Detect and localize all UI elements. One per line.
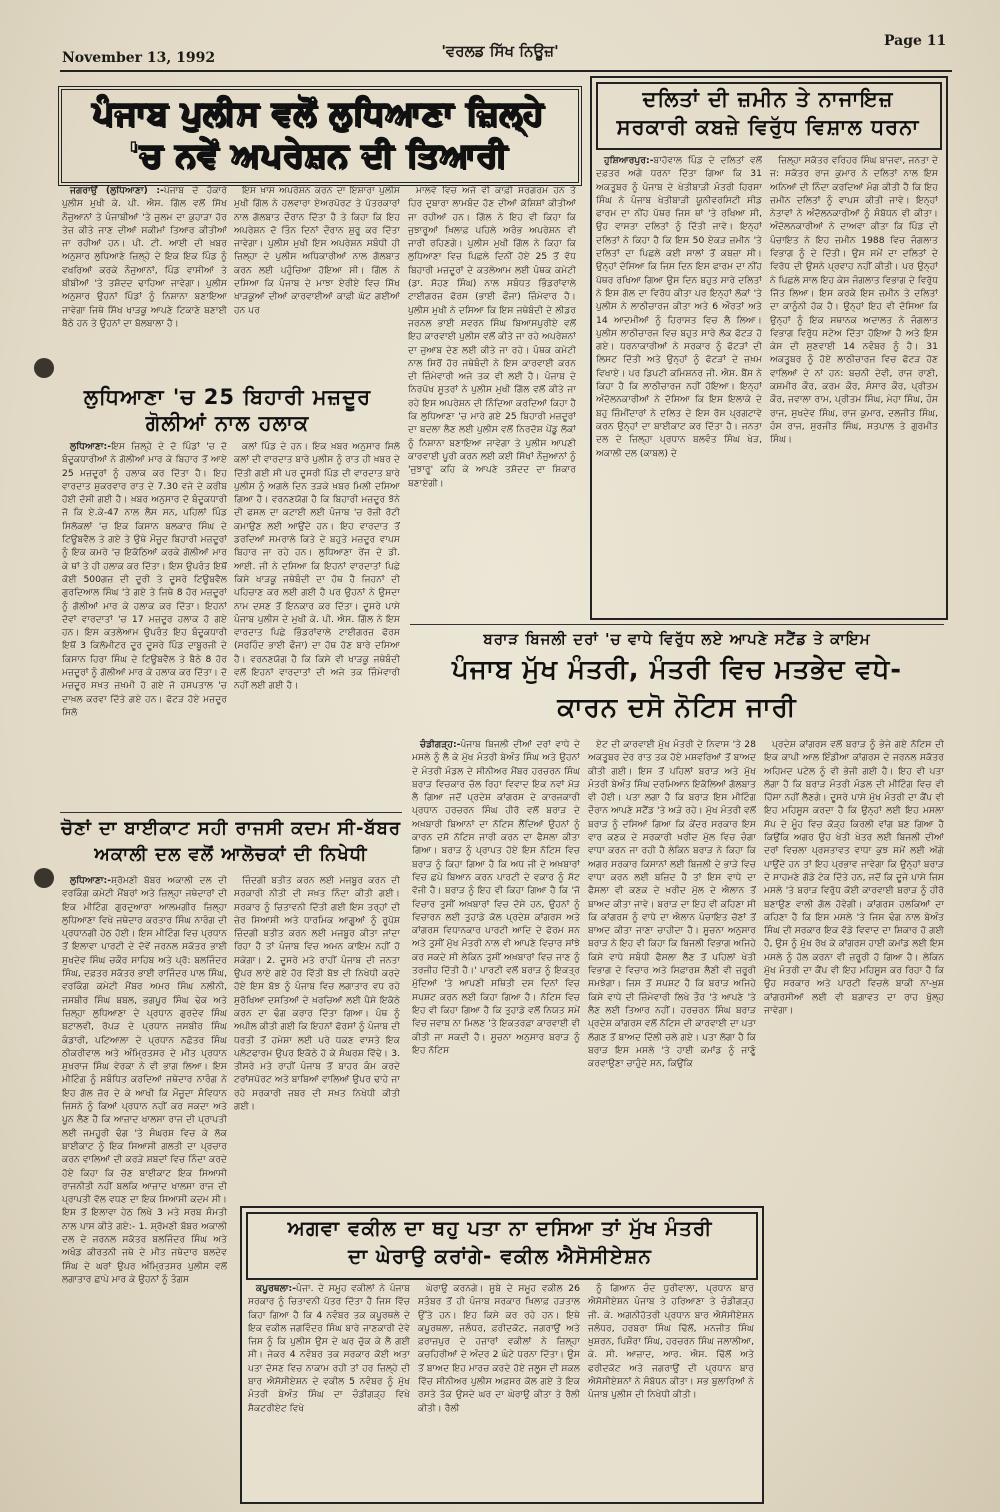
- lawyers-dateline: ਕਪੂਰਥਲਾ:-: [256, 1283, 297, 1294]
- ministers-dateline: ਚੰਡੀਗੜ੍ਹ:-: [420, 739, 461, 750]
- ministers-kicker: ਬਰਾੜ ਬਿਜਲੀ ਦਰਾਂ 'ਚ ਵਾਧੇ ਵਿਰੁੱਧ ਲਏ ਆਪਣੇ ਸਟੈਂਡ ਤੇ ਕਾਇਮ: [483, 630, 871, 648]
- boycott-headline-line2: ਅਕਾਲੀ ਦਲ ਵਲੋਂ ਆਲੋਚਕਾਂ ਦੀ ਨਿਖੇਧੀ: [94, 844, 368, 865]
- ministers-headline-line1: ਪੰਜਾਬ ਮੁੱਖ ਮੰਤਰੀ, ਮੰਤਰੀ ਵਿਚ ਮਤਭੇਦ ਵਧੇ-: [451, 655, 903, 685]
- section-rule-ministers: [410, 624, 944, 625]
- lawyers-headline-line1: ਅਗਵਾ ਵਕੀਲ ਦਾ ਥਹੁ ਪਤਾ ਨਾ ਦਸਿਆ ਤਾਂ ਮੁੱਖ ਮੰਤਰੀ: [287, 1216, 713, 1240]
- lawyers-col-2: [418, 1282, 580, 1494]
- ministers-text-1: ਪੰਜਾਬ ਬਿਜਲੀ ਦੀਆਂ ਦਰਾਂ ਵਾਧੇ ਦੇ ਮਸਲੇ ਨੂੰ ਲੈ ਕੇ ਮੁੱਖ ਮੰਤਰੀ ਬੇਅੰਤ ਸਿੰਘ ਅਤੇ ਉਹਨਾਂ ਦੇ ਮੰਤਰੀ ਮੰਡਲ ਦੇ ਸੀਨੀਅਰ ਮੈਂਬਰ ਹਰਚਰਨ ਸਿੰਘ ਬਰਾੜ ਵਿਚਕਾਰ ਚੱਲ ਰਿਹਾ ਵਿਵਾਦ ਇਕ ਨਵਾਂ ਮੋੜ ਲੈ ਗਿਆ ਜਦੋਂ ਪ੍ਰਦੇਸ਼ ਕਾਂਗਰਸ ਦੇ ਕਾਰਜਕਾਰੀ ਪ੍ਰਧਾਨ ਹਰਚਰਨ ਸਿੰਘ ਹੀਰੋ ਵਲੋਂ ਬਰਾੜ ਦੇ ਅਖ਼ਬਾਰੀ ਬਿਆਨਾਂ ਦਾ ਨੋਟਿਸ ਲੈਂਦਿਆਂ ਉਹਨਾਂ ਨੂੰ ਕਾਰਨ ਦਸੋ ਨੋਟਿਸ ਜਾਰੀ ਕਰਨ ਦਾ ਫੈਸਲਾ ਕੀਤਾ ਗਿਆ। ਬਰਾੜ ਨੂੰ ਪ੍ਰਾਪਤ ਹੋਏ ਇਸ ਨੋਟਿਸ ਵਿਚ ਬਰਾੜ ਨੂੰ ਕਿਹਾ ਗਿਆ ਹੈ ਕਿ ਅਧ ਜੀ ਦੇ ਅਖ਼ਬਾਰਾਂ ਵਿਚ ਛਪੇ ਬਿਆਨ ਕਰਨ ਪਾਰਟੀ ਦੇ ਵਕਾਰ ਨੂੰ ਸੱਟ ਵੱਜੀ ਹੈ। ਬਰਾੜ ਨੂੰ ਇਹ ਵੀ ਕਿਹਾ ਗਿਆ ਹੈ ਕਿ 'ਜੋ ਵਿਚਾਰ ਤੁਸੀਂ ਅਖ਼ਬਾਰਾਂ ਵਿਚ ਦੱਸੇ ਹਨ, ਉਹਨਾਂ ਨੂੰ ਵਿਚਾਰਨ ਲਈ ਤੁਹਾਡੇ ਕੋਲ ਪ੍ਰਦੇਸ਼ ਕਾਂਗਰਸ ਅਤੇ ਕਾਂਗਰਸ ਵਿਧਾਨਕਾਰ ਪਾਰਟੀ ਆਦਿ ਦੇ ਫੋਰਮ ਸਨ ਅਤੇ ਤੁਸੀਂ ਮੁੱਖ ਮੰਤਰੀ ਨਾਲ ਵੀ ਆਪਣੇ ਵਿਚਾਰ ਸਾਂਝੇ ਕਰ ਸਕਦੇ ਸੀ ਲੇਕਿਨ ਤੁਸੀਂ ਅਖ਼ਬਾਰਾਂ ਵਿਚ ਜਾਣ ਨੂੰ ਤਰਜੀਹ ਦਿੱਤੀ ਹੈ।' ਪਾਰਟੀ ਵਲੋਂ ਬਰਾੜ ਨੂੰ ਇਕਤ੍ਰ ਮੁੱਦਿਆਂ 'ਤੇ ਆਪਣੀ ਸਥਿਤੀ ਦਸ ਦਿਨਾਂ ਵਿਚ ਸਪਸ਼ਟ ਕਰਨ ਲਈ ਕਿਹਾ ਗਿਆ ਹੈ। ਨੋਟਿਸ ਵਿਚ ਇਹ ਵੀ ਕਿਹਾ ਗਿਆ ਹੈ ਕਿ ਤੁਹਾਡੇ ਵਲੋਂ ਨਿਯਤ ਸਮੇਂ ਵਿਚ ਜਵਾਬ ਨਾ ਮਿਲਣ 'ਤੇ ਇਕਤਰਫ਼ਾ ਕਾਰਵਾਈ ਵੀ ਕੀਤੀ ਜਾ ਸਕਦੀ ਹੈ। ਸੂਚਨਾ ਅਨੁਸਾਰ ਬਰਾੜ ਨੂੰ ਇਹ ਨੋਟਿਸ: [412, 739, 580, 1056]
- dalit-col-2: [770, 154, 938, 610]
- police-col-2: [234, 184, 400, 484]
- police-text-2: ਇਸ ਖ਼ਾਸ ਅਪਰੇਸ਼ਨ ਕਰਨ ਦਾ ਇਸ਼ਾਰਾ ਪੁਲੀਸ ਮੁਖੀ ਗਿੱਲ ਨੇ ਹਲਵਾਰਾ ਏਅਰਪੋਰਟ ਤੇ ਪੱਤਰਕਾਰਾਂ ਨਾਲ ਗੱਲਬਾਤ ਦੌਰਾਨ ਦਿੱਤਾ ਹੈ ਤੇ ਕਿਹਾ ਕਿ ਇਹ ਅਪਰੇਸ਼ਨ ਦੋ ਤਿੰਨ ਦਿਨਾਂ ਦੌਰਾਨ ਸ਼ੁਰੂ ਕਰ ਦਿੱਤਾ ਜਾਵੇਗਾ। ਪੁਲੀਸ ਮੁਖੀ ਇਸ ਅਪਰੇਸ਼ਨ ਸਬੰਧੀ ਹੀ ਜ਼ਿਲ੍ਹਾ ਦੇ ਪੁਲੀਸ ਅਧਿਕਾਰੀਆਂ ਨਾਲ ਗੱਲਬਾਤ ਕਰਨ ਲਈ ਪਹੁੰਚਿਆ ਹੋਇਆ ਸੀ। ਗਿੱਲ ਨੇ ਦਸਿਆ ਕਿ ਪੰਜਾਬ ਦੇ ਮਾਝਾ ਏਰੀਏ ਵਿਚ ਸਿੱਖ ਖਾੜਕੂਆਂ ਦੀਆਂ ਕਾਰਵਾਈਆਂ ਕਾਫ਼ੀ ਘੱਟ ਗਈਆਂ ਹਨ ਪਰ: [234, 185, 400, 316]
- boycott-headline-line1: ਚੋਣਾਂ ਦਾ ਬਾਈਕਾਟ ਸਹੀ ਰਾਜਸੀ ਕਦਮ ਸੀ-ਬੱਬਰ: [60, 818, 402, 839]
- bihari-text-1: ਇਸ ਜ਼ਿਲ੍ਹੇ ਦੇ ਦੋ ਪਿੰਡਾਂ 'ਚ ਦੋ ਬੰਦੂਕਧਾਰੀਆਂ ਨੇ ਗੋਲੀਆਂ ਮਾਰ ਕੇ ਬਿਹਾਰ ਤੋਂ ਆਏ 25 ਮਜ਼ਦੂਰਾਂ ਨੂੰ ਹਲਾਕ ਕਰ ਦਿੱਤਾ ਹੈ। ਇਹ ਵਾਰਦਾਤ ਸ਼ੁਕਰਵਾਰ ਰਾਤ ਦੇ 7.30 ਵਜੇ ਦੇ ਕਰੀਬ ਹੋਈ ਦੱਸੀ ਗਈ ਹੈ। ਖ਼ਬਰ ਅਨੁਸਾਰ ਦੋ ਬੰਦੂਕਧਾਰੀ ਜੋ ਕਿ ਏ.ਕੇ-47 ਨਾਲ ਲੈਸ ਸਨ, ਪਹਿਲਾਂ ਪਿੰਡ ਸਿਲੋਕਲਾਂ 'ਚ ਇਕ ਕਿਸਾਨ ਬਲਕਾਰ ਸਿੰਘ ਦੇ ਟਿਊਬਵੈਲ ਤੇ ਗਏ ਤੇ ਉਥੇ ਮੌਜੂਦ ਬਿਹਾਰੀ ਮਜ਼ਦੂਰਾਂ ਨੂੰ ਇਕ ਕਮਰੇ 'ਚ ਇਕੱਠਿਆਂ ਕਰਕੇ ਗੋਲੀਆਂ ਮਾਰ ਕੇ ਥਾਂ ਤੇ ਹੀ ਹਲਾਕ ਕਰ ਦਿੱਤਾ। ਇਸ ਉਪਰੰਤ ਇਥੋਂ ਕੋਈ 500ਗਜ਼ ਦੀ ਦੂਰੀ ਤੇ ਦੂਸਰੇ ਟਿਊਬਵੈਲ ਗੁਰਦਿਆਲ ਸਿੰਘ 'ਤੇ ਗਏ ਤੇ ਜਿਥੇ 8 ਹੋਰ ਮਜ਼ਦੂਰਾਂ ਨੂੰ ਗੋਲੀਆਂ ਮਾਰ ਕੇ ਹਲਾਕ ਕਰ ਦਿੱਤਾ। ਇਹਨਾਂ ਦੋਵਾਂ ਵਾਰਦਾਤਾਂ 'ਚ 17 ਮਜ਼ਦੂਰ ਹਲਾਕ ਹੋ ਗਏ ਹਨ। ਇਸ ਕਤਲੇਆਮ ਉਪਰੰਤ ਇਹ ਬੰਦੂਕਧਾਰੀ ਇਥੋਂ 3 ਕਿਲੋਮੀਟਰ ਦੂਰ ਦੂਸਰੇ ਪਿੰਡ ਦਾਬੂਰਜੀ ਦੇ ਕਿਸਾਨ ਹਿਰਾ ਸਿੰਘ ਦੇ ਟਿਊਬਵੈਲ ਤੇ ਬੈਠੇ 8 ਹੋਰ ਮਜ਼ਦੂਰਾਂ ਨੂੰ ਗੋਲੀਆਂ ਮਾਰ ਕੇ ਹਲਾਕ ਕਰ ਦਿੱਤਾ। ਦੋ ਮਜ਼ਦੂਰ ਸਖ਼ਤ ਜ਼ਖ਼ਮੀ ਹੋ ਗਏ ਜੋ ਹਸਪਤਾਲ 'ਚ ਦਾਖ਼ਲ ਕਰਵਾ ਦਿੱਤੇ ਗਏ ਹਨ। ਫੱਟੜ ਹੋਏ ਮਜ਼ਦੂਰ ਸਿਲੋ: [62, 441, 227, 718]
- boycott-text-1: ਸ਼੍ਰੋਮਣੀ ਬੱਬਰ ਅਕਾਲੀ ਦਲ ਦੀ ਵਰਕਿੰਗ ਕਮੇਟੀ ਮੈਂਬਰਾਂ ਅਤੇ ਜ਼ਿਲ੍ਹਾ ਜਥੇਦਾਰਾਂ ਦੀ ਇਕ ਮੀਟਿੰਗ ਗੁਰਦੁਆਰਾ ਆਲਮਗੀਰ ਜ਼ਿਲ੍ਹਾ ਲੁਧਿਆਣਾ ਵਿਖੇ ਜਥੇਦਾਰ ਕਰਤਾਰ ਸਿੰਘ ਨਾਰੰਗ ਦੀ ਪ੍ਰਧਾਨਗੀ ਹੇਠ ਹੋਈ। ਇਸ ਮੀਟਿੰਗ ਵਿਚ ਪ੍ਰਧਾਨ ਤੋਂ ਇਲਾਵਾ ਪਾਰਟੀ ਦੇ ਦੋਵੇਂ ਜਰਨਲ ਸਕੱਤਰ ਭਾਈ ਸੁਖਦੇਵ ਸਿੰਘ ਚਕੌਰ ਸਾਹਿਬ ਅਤੇ ਪ੍ਰੋ: ਬਲਜਿੰਦਰ ਸਿੰਘ, ਦਫ਼ਤਰ ਸਕੱਤਰ ਭਾਈ ਰਾਜਿੰਦਰ ਪਾਲ ਸਿੰਘ, ਵਰਕਿੰਗ ਕਮੇਟੀ ਮੈਂਬਰ ਅਮਰ ਸਿੰਘ ਨਲੀਨੀ, ਜਸਬੀਰ ਸਿੰਘ ਬਬਲ, ਭਗਪੂਰ ਸਿੰਘ ਢੇਕ ਅਤੇ ਜ਼ਿਲ੍ਹਾ ਲੁਧਿਆਣਾ ਦੇ ਪ੍ਰਧਾਨ ਗੁਰਦੇਵ ਸਿੰਘ ਬਟਾਲਵੀ, ਰੋਪੜ ਦੇ ਪ੍ਰਧਾਨ ਜਸਬੀਰ ਸਿੰਘ ਕੰਡਾਰੀ, ਪਟਿਆਲਾ ਦੇ ਪ੍ਰਧਾਨ ਨਛੱਤਰ ਸਿੰਘ ਠੀਕਰੀਵਾਲ ਅਤੇ ਅੰਮ੍ਰਿਤਸਰ ਦੇ ਮੀਤ ਪ੍ਰਧਾਨ ਸੁਖਰਾਜ ਸਿੰਘ ਵੇਰਕਾ ਨੇ ਵੀ ਭਾਗ ਲਿਆ। ਇਸ ਮੀਟਿੰਗ ਨੂੰ ਸਬੰਧਿਤ ਕਰਦਿਆਂ ਜਥੇਦਾਰ ਨਾਰੰਗ ਨੇ ਇਹ ਗੱਲ ਜ਼ੋਰ ਦੇ ਕੇ ਆਖੀ ਕਿ ਮੌਜੂਦਾ ਸੰਵਿਧਾਨ ਜਿਸਨੇ ਨੂੰ ਕਿਆਂ ਪ੍ਰਧਾਨ ਨਹੀਂ ਕਰ ਸਕਦਾ ਅਤੇ ਪੂਨ ਲੈਣ ਹੈ ਕਿ ਆਜ਼ਾਦ ਖਾਲਸਾ ਰਾਜ ਦੀ ਪ੍ਰਾਪਤੀ ਲਈ ਜਮਹੂਰੀ ਢੰਗ 'ਤੇ ਸੰਘਰਸ਼ ਵਿਚ ਕੇ ਲੋਕ ਬਾਈਕਾਟ ਨੂੰ ਇਕ ਸਿਆਸੀ ਗਲਤੀ ਦਾ ਪ੍ਰਚਾਰ ਕਰਨ ਵਾਲਿਆਂ ਦੀ ਕਰੜੇ ਸ਼ਬਦਾਂ ਵਿਚ ਨਿੰਦਾ ਕਰਦੇ ਹੋਏ ਕਿਹਾ ਕਿ ਚੋਣ ਬਾਈਕਾਟ ਇਕ ਸਿਆਸੀ ਰਾਜਨੀਤੀ ਨਹੀਂ ਬਲਕਿ ਆਜ਼ਾਦ ਖਾਲਸਾ ਰਾਜ ਦੀ ਪ੍ਰਾਪਤੀ ਵੱਲ ਵਧਣ ਦਾ ਇਕ ਸਿਆਸੀ ਕਦਮ ਸੀ। ਇਸ ਤੋਂ ਇਲਾਵਾ ਹੇਠ ਲਿਖੇ 3 ਮਤੇ ਸਰਬ ਸੰਮਤੀ ਨਾਲ ਪਾਸ ਕੀਤੇ ਗਏ:- 1. ਸ਼੍ਰੋਮਣੀ ਬੱਬਰ ਅਕਾਲੀ ਦਲ ਦੇ ਜਰਨਲ ਸਕੱਤਰ ਬਲਜਿੰਦਰ ਸਿੰਘ ਅਤੇ ਅਖੰਡ ਕੀਰਤਨੀ ਜਥੇ ਦੇ ਮੀਤ ਜਥੇਦਾਰ ਬਲਦੇਵ ਸਿੰਘ ਦੇ ਘਰਾਂ ਉਪਰ ਅੰਮ੍ਰਿਤਸਰ ਪੁਲੀਸ ਵਲੋਂ ਲਗਾਤਾਰ ਛਾਪੇ ਮਾਰ ਕੇ ਉਹਨਾਂ ਨੂੰ ਤੰਗਸ: [62, 875, 227, 1285]
- lawyers-text-1: ਪੰਜਾ. ਦੇ ਸਮੂਹ ਵਕੀਲਾਂ ਨੇ ਪੰਜਾਬ ਸਰਕਾਰ ਨੂੰ ਚਿਤਾਵਨੀ ਪੱਤਰ ਦਿੱਤਾ ਹੈ ਜਿਸ ਵਿੱਚ ਕਿਹਾ ਗਿਆ ਹੈ ਕਿ 4 ਨਵੰਬਰ ਤਕ ਕਪੂਰਥਲੇ ਦੇ ਇਕ ਵਕੀਲ ਜਗਵਿੰਦਰ ਸਿੰਘ ਬਾਰੇ ਜਾਣਕਾਰੀ ਦੇਵੇ ਜਿਸ ਨੂੰ ਕਿ ਪੁਲੀਸ ਉਸ ਦੇ ਘਰ ਚੁੱਕ ਕੇ ਲੈ ਗਈ ਸੀ। ਜੇਕਰ 4 ਨਵੰਬਰ ਤਕ ਸਰਕਾਰ ਕੋਈ ਅਤਾ ਪਤਾ ਦੱਸਣ ਵਿਚ ਨਾਕਾਮ ਰਹੀ ਤਾਂ ਹਰ ਜ਼ਿਲ੍ਹੇ ਦੀ ਬਾਰ ਐਸੋਸੀਏਸ਼ਨ ਦੇ ਵਕੀਲ 5 ਨਵੰਬਰ ਨੂੰ ਮੁੱਖ ਮੰਤਰੀ ਬੇਅੰਤ ਸਿੰਘ ਦਾ ਚੰਡੀਗੜ੍ਹ ਵਿਖੇ ਸੈਕਟਰੀਏਟ ਵਿਖੇ: [248, 1283, 410, 1414]
- ministers-text-2: ਏਟ ਦੀ ਕਾਰਵਾਈ ਮੁੱਖ ਮੰਤਰੀ ਦੇ ਨਿਵਾਸ 'ਤੇ 28 ਅਕਤੂਬਰ ਦੇਰ ਰਾਤ ਤਕ ਹੋਏ ਮਸ਼ਵਰਿਆਂ ਤੋਂ ਬਾਅਦ ਕੀਤੀ ਗਈ। ਇਸ ਤੋਂ ਪਹਿਲਾਂ ਬਰਾੜ ਅਤੇ ਮੁੱਖ ਮੰਤਰੀ ਬੇਅੰਤ ਸਿੰਘ ਦਰਮਿਆਨ ਇਕੱਲਿਆਂ ਗੱਲਬਾਤ ਵੀ ਹੋਈ। ਪਤਾ ਲਗਾ ਹੈ ਕਿ ਬਰਾੜ ਇਸ ਮੀਟਿੰਗ ਦੌਰਾਨ ਆਪਣੇ ਸਟੈਂਡ 'ਤੇ ਅੜੇ ਰਹੇ। ਮੁੱਖ ਮੰਤਰੀ ਵਲੋਂ ਬਰਾੜ ਨੂੰ ਦਸਿਆਂ ਗਿਆ ਕਿ ਕੇਂਦਰ ਸਰਕਾਰ ਇਸ ਵਾਰ ਕਣਕ ਦੇ ਸਰਕਾਰੀ ਖ਼ਰੀਦ ਮੁੱਲ ਵਿਚ ਚੰਗਾ ਵਾਧਾ ਕਰਨ ਜਾ ਰਹੀ ਹੈ ਲੇਕਿਨ ਬਰਾੜ ਨੇ ਕਿਹਾ ਕਿ ਅਗਰ ਸਰਕਾਰ ਕਿਸਾਨਾਂ ਲਈ ਬਿਜਲੀ ਦੇ ਭਾੜੇ ਵਿਚ ਵਾਧਾ ਕਰਨ ਲਈ ਬਜ਼ਿਦ ਹੈ ਤਾਂ ਇਸ ਵਾਧੇ ਦਾ ਫੈਸਲਾ ਵੀ ਕਣਕ ਦੇ ਖ਼ਰੀਦ ਮੁੱਲ ਦੇ ਐਲਾਨ ਤੋਂ ਬਾਅਦ ਕੀਤਾ ਜਾਵੇ। ਬਰਾੜ ਦਾ ਇਹ ਵੀ ਕਹਿਣਾ ਸੀ ਕਿ ਕਾਂਗਰਸ ਨੂੰ ਵਾਧੇ ਦਾ ਐਲਾਨ ਪੰਚਾਇਤ ਚੋਣਾਂ ਤੋਂ ਬਾਅਦ ਕੀਤਾ ਜਾਣਾ ਚਾਹੀਦਾ ਹੈ। ਸੂਚਨਾ ਅਨੁਸਾਰ ਬਰਾੜ ਨੇ ਇਹ ਵੀ ਕਿਹਾ ਕਿ ਬਿਜਲੀ ਵਿਭਾਗ ਅਜਿਹੇ ਕਿਸੇ ਵਾਧੇ ਸਬੰਧੀ ਫੈਸਲਾ ਲੈਣ ਤੋਂ ਪਹਿਲਾਂ ਖੇਤੀ ਵਿਭਾਗ ਦੇ ਵਿਚਾਰ ਅਤੇ ਸਿਫ਼ਾਰਸ਼ ਲੈਣੀ ਵੀ ਜ਼ਰੂਰੀ ਸਮਝੇਗਾ। ਜਿਸ ਤੋਂ ਸਪਸ਼ਟ ਹੈ ਕਿ ਬਰਾੜ ਅਜਿਹੇ ਕਿਸੇ ਵਾਧੇ ਦੀ ਜ਼ਿੰਮੇਵਾਰੀ ਲਿਖੇ ਤੌਰ 'ਤੇ ਆਪਣੇ 'ਤੇ ਲੈਣ ਲਈ ਤਿਆਰ ਨਹੀਂ। ਹਰਚਰਨ ਸਿੰਘ ਬਰਾੜ ਪ੍ਰਦੇਸ਼ ਕਾਂਗਰਸ ਵਲੋਂ ਨੋਟਿਸ ਦੀ ਕਾਰਵਾਈ ਦਾ ਪਤਾ ਲੱਗਣ ਤੋਂ ਬਾਅਦ ਦਿੱਲੀ ਚਲੇ ਗਏ। ਪਤਾ ਲੱਗਾ ਹੈ ਕਿ ਬਰਾੜ ਇਸ ਮਸਲੇ 'ਤੇ ਹਾਈ ਕਮਾਂਡ ਨੂੰ ਜਾਣੂੰ ਕਰਵਾਉਣਾ ਚਾਹੁੰਦੇ ਸਨ, ਕਿਉਂਕਿ: [588, 739, 756, 1070]
- dalit-text-1: ਬਾਹੋਵਾਲ ਪਿੰਡ ਦੇ ਦਲਿਤਾਂ ਵਲੋਂ ਦਫ਼ਤਰ ਅਗੇ ਧਰਨਾ ਦਿੱਤਾ ਗਿਆ ਕਿ 31 ਅਕਤੂਬਰ ਨੂੰ ਪੰਜਾਬ ਦੇ ਖੇਤੀਬਾੜੀ ਮੰਤਰੀ ਹਿਰਸਾ ਸਿੰਘ ਨੇ ਪੰਜਾਬ ਖੇਤੀਬਾੜੀ ਯੂਨੀਵਰਸਿਟੀ ਸੀਡ ਫਾਰਮ ਦਾ ਨੀਂਹ ਪੱਥਰ ਜਿਸ ਥਾਂ 'ਤੇ ਰਖਿਆ ਸੀ, ਉਹ ਵਾਸਤਾ ਦਲਿਤਾਂ ਨੂੰ ਦਿੱਤੀ ਜਾਵੇ। ਇਨ੍ਹਾਂ ਦਲਿਤਾਂ ਨੇ ਕਿਹਾ ਹੈ ਕਿ ਇਸ 50 ਏਕੜ ਜ਼ਮੀਨ 'ਤੇ ਦਲਿਤਾਂ ਦਾ ਪਿਛਲੇ ਕਈ ਸਾਲਾਂ ਤੋਂ ਕਬਜ਼ਾ ਸੀ। ਉਨ੍ਹਾਂ ਦੱਸਿਆ ਕਿ ਜਿਸ ਦਿਨ ਇਸ ਫਾਰਮ ਦਾ ਨੀਂਹ ਪੱਥਰ ਰਖਿਆ ਗਿਆ ਉਸ ਦਿਨ ਬਹੁਤ ਸਾਰੇ ਦਲਿਤਾਂ ਨੇ ਇਸ ਗੱਲ ਦਾ ਵਿਰੋਧ ਕੀਤਾ ਪਰ ਇਨ੍ਹਾਂ ਲੋਕਾਂ 'ਤੇ ਪੁਲੀਸ ਨੇ ਲਾਠੀਚਾਰਜ ਕੀਤਾ ਅਤੇ 6 ਔਰਤਾਂ ਅਤੇ 14 ਆਦਮੀਆਂ ਨੂੰ ਹਿਰਾਸਤ ਵਿਚ ਲੈ ਲਿਆ। ਪੁਲੀਸ ਲਾਠੀਚਾਰਜ ਵਿਚ ਬਹੁਤ ਸਾਰੇ ਲੋਕ ਫੱਟੜ ਹੋ ਗਏ। ਧਰਨਾਕਾਰੀਆਂ ਨੇ ਸਰਕਾਰ ਨੂੰ ਫੱਟੜਾਂ ਦੀ ਲਿਸਟ ਦਿੱਤੀ ਅਤੇ ਉਨ੍ਹਾਂ ਨੂੰ ਫੱਟੜਾਂ ਦੇ ਜ਼ਖ਼ਮ ਵਿਖਾਏ। ਪਰ ਡਿਪਟੀ ਕਮਿਸ਼ਨਰ ਜੀ. ਐਸ. ਬੈਂਸ ਨੇ ਕਿਹਾ ਹੈ ਕਿ ਲਾਠੀਚਾਰਜ ਨਹੀਂ ਹੋਇਆ। ਇਨ੍ਹਾਂ ਅੰਦੋਲਨਕਾਰੀਆਂ ਨੇ ਦੱਸਿਆ ਕਿ ਇਸ ਇਲਾਕੇ ਦੇ ਬਹੁ ਜ਼ਿੰਮੀਂਦਾਰਾਂ ਨੇ ਦਲਿਤ ਦੇ ਇਸ ਰੋਸ ਪ੍ਰਗਟਾਵੇ ਕਰਨ ਉਨ੍ਹਾਂ ਦਾ ਬਾਈਕਾਟ ਕਰ ਦਿੱਤਾ ਹੈ। ਜਨਤਾ ਦਲ ਦੇ ਜ਼ਿਲ੍ਹਾ ਪ੍ਰਧਾਨ ਬਲਵੰਤ ਸਿੰਘ ਖੇੜ, ਅਕਾਲੀ ਦਲ (ਕਾਬਲ) ਦੇ: [596, 155, 762, 459]
- police-col-3: [408, 184, 576, 584]
- lawyers-headline-line2: ਦਾ ਘੇਰਾਉ ਕਰਾਂਗੇ- ਵਕੀਲ ਐਸੋਸੀਏਸ਼ਨ: [348, 1244, 652, 1268]
- issue-date: November 13, 1992: [62, 50, 216, 66]
- punch-hole-top: [34, 358, 54, 378]
- dalit-col-1: [596, 154, 762, 610]
- punch-hole-bottom: [34, 868, 54, 888]
- police-text-1: ਪੰਜਾਬ ਦੇ ਹੱਕਾਰੇ ਪੁਲੀਸ ਮੁਖੀ ਕੇ. ਪੀ. ਐਸ. ਗਿੱਲ ਵਲੋਂ ਸਿੱਖ ਨੌਜੁਆਨਾਂ ਤੇ ਪੰਜਾਬੀਆਂ 'ਤੇ ਜ਼ੁਲਮ ਦਾ ਕੁਹਾੜਾ ਹੋਰ ਤੇਜ਼ ਕੀਤੇ ਜਾਣ ਦੀਆਂ ਸਕੀਮਾਂ ਤਿਆਰ ਕੀਤੀਆਂ ਜਾ ਰਹੀਆਂ ਹਨ। ਪੀ. ਟੀ. ਆਈ ਦੀ ਖ਼ਬਰ ਅਨੁਸਾਰ ਲੁਧਿਆਣੇ ਜ਼ਿਲ੍ਹੇ ਦੇ ਇਕ ਇਕ ਪਿੰਡ ਨੂੰ ਵਖਰਿਆਂ ਕਰਕੇ ਨੌਜੁਆਨਾਂ, ਪਿੰਡ ਵਾਸੀਆਂ ਤੇ ਬੀਬੀਆਂ 'ਤੇ ਤਸ਼ੱਦਦ ਢਾਹਿਆ ਜਾਵੇਗਾ। ਪੁਲੀਸ ਅਨੁਸਾਰ ਉਹਨਾਂ ਪਿੰਡਾਂ ਨੂੰ ਨਿਸ਼ਾਨਾ ਬਣਾਇਆ ਜਾਵੇਗਾ ਜਿਥੇ ਸਿੱਖ ਖਾੜਕੂ ਆਪਣੇ ਟਿਕਾਣੇ ਬਣਾਈ ਬੈਠੇ ਹਨ ਤੇ ਉਹਨਾਂ ਦਾ ਬੋਲਬਾਲਾ ਹੈ।: [62, 185, 227, 329]
- lawyers-text-2: ਘੇਰਾਉ ਕਰਨਗੇ। ਸੂਬੇ ਦੇ ਸਮੂਹ ਵਕੀਲ 26 ਸਤੰਬਰ ਤੋਂ ਹੀ ਪੰਜਾਬ ਸਰਕਾਰ ਖ਼ਿਲਾਫ਼ ਹੜਤਾਲ ਉੱਤੇ ਹਨ। ਇਹ ਕਿਸੇ ਕਰ ਰਹੇ ਹਨ। ਇਥੇ ਕਪੂਰਥਲਾ, ਜਲੰਧਰ, ਫ਼ਰੀਦਕੋਟ, ਜਗਰਾਉਂ ਅਤੇ ਫ਼ਰਾਜ਼ਪੁਰ ਦੇ ਹਜ਼ਾਰਾਂ ਵਕੀਲਾਂ ਨੇ ਜ਼ਿਲ੍ਹਾ ਕਚਹਿਰੀਆਂ ਦੇ ਅੰਦਰ 2 ਘੰਟੇ ਧਰਨਾ ਦਿੱਤਾ। ਉਸ ਤੋਂ ਬਾਅਦ ਇਹ ਮਾਰਚ ਕਰਦੇ ਹੋਏ ਜਲੂਸ ਦੀ ਸ਼ਕਲ ਵਿੱਚ ਸੀਨੀਅਰ ਪੁਲੀਸ ਅਫ਼ਸਰ ਕੋਲ ਗਏ ਤੇ ਇਕ ਰਸਤੇ ਤੱਕ ਉਸਦੇ ਘਰ ਦਾ ਘੇਰਾਉ ਕੀਤਾ ਤੇ ਰੈਲੀ ਕੀਤੀ। ਰੈਲੀ: [418, 1283, 580, 1414]
- lawyers-col-3: [588, 1282, 754, 1494]
- dalit-headline-line2: ਸਰਕਾਰੀ ਕਬਜ਼ੇ ਵਿਰੁੱਧ ਵਿਸ਼ਾਲ ਧਰਨਾ: [616, 115, 920, 139]
- lawyers-col-1: [248, 1282, 410, 1494]
- dalit-dateline: ਹੁਸ਼ਿਆਰਪੁਰ:-: [604, 155, 654, 166]
- boycott-dateline: ਲੁਧਿਆਣਾ:-: [70, 875, 112, 886]
- ministers-col-3: [764, 738, 944, 1494]
- police-headline-line1: ਪੰਜਾਬ ਪੁਲੀਸ ਵਲੋਂ ਲੁਧਿਆਣਾ ਜ਼ਿਲ੍ਹੇ: [92, 93, 544, 132]
- bihari-headline-line1: ਲੁਧਿਆਣਾ 'ਚ 25 ਬਿਹਾਰੀ ਮਜ਼ਦੂਰ: [83, 385, 372, 409]
- page-number: Page 11: [884, 33, 947, 49]
- boycott-col-1: [62, 874, 227, 1498]
- dalit-headline-line1: ਦਲਿਤਾਂ ਦੀ ਜ਼ਮੀਨ ਤੇ ਨਾਜਾਇਜ਼: [642, 87, 894, 111]
- paper-name: 'ਵਰਲਡ ਸਿੱਖ ਨਿਊਜ਼': [441, 42, 559, 60]
- police-headline-line2: 'ਚ ਨਵੇਂ ਅਪਰੇਸ਼ਨ ਦੀ ਤਿਆਰੀ: [128, 135, 508, 174]
- header-rule: [60, 70, 952, 72]
- lawyers-text-3: ਨੂੰ ਗਿਆਨ ਚੰਦ ਧੁਰੀਵਾਲਾ, ਪ੍ਰਧਾਨ ਬਾਰ ਐਸੋਸੀਏਸ਼ਨ ਪੰਜਾਬ ਤੇ ਹਰਿਆਣਾ ਤੇ ਚੰਡੀਗੜ੍ਹ ਜੀ. ਕੇ. ਅਗਨੀਹੋਤਰੀ ਪ੍ਰਧਾਨ ਬਾਰ ਐਸੋਸੀਏਸ਼ਨ ਜਲੰਧਰ, ਹਰਬਰਾ ਸਿੰਘ ਢਿੱਲੋਂ, ਮਨਜੀਤ ਸਿੰਘ ਖ਼ੁਸ਼ਰਨ, ਪਿਸ਼ੌਰਾ ਸਿੰਘ, ਹਰਚਰਨ ਸਿੰਘ ਜਲਾਲੀਆ, ਕੇ. ਸੀ. ਆਜ਼ਾਦ, ਆਰ. ਐਸ. ਢਿੱਲੋਂ ਅਤੇ ਫਰੀਦਕੋਟ ਅਤੇ ਜਗਰਾਉਂ ਦੀ ਪ੍ਰਧਾਨ ਬਾਰ ਐਸੋਸੀਏਸ਼ਨਾਂ ਨੇ ਸੰਬੋਧਨ ਕੀਤਾ। ਸਭ ਬੁਲਾਰਿਆਂ ਨੇ ਪੰਜਾਬ ਪੁਲੀਸ ਦੀ ਨਿਖੇਧੀ ਕੀਤੀ।: [588, 1283, 754, 1401]
- bihari-dateline: ਲੁਧਿਆਣਾ:-: [70, 441, 112, 452]
- ministers-headline-line2: ਕਾਰਨ ਦਸੋ ਨੋਟਿਸ ਜਾਰੀ: [557, 693, 797, 723]
- police-dateline: ਜਗਰਾਉਂ (ਲੁਧਿਆਣਾ) :-: [70, 185, 164, 196]
- dalit-text-2: ਜ਼ਿਲ੍ਹਾ ਸਕੱਤਰ ਵਰਿਹਰ ਸਿੰਘ ਬਾਜਵਾ, ਜਨਤਾ ਦੇ ਜ: ਸਕੱਤਰ ਰਾਜ ਕੁਮਾਰ ਨੇ ਦਲਿਤਾਂ ਨਾਲ ਇਸ ਅਨਿਆਂ ਦੀ ਨਿੰਦਾ ਕਰਦਿਆਂ ਮੰਗ ਕੀਤੀ ਹੈ ਕਿ ਇਹ ਜ਼ਮੀਨ ਦਲਿਤਾਂ ਨੂੰ ਵਾਪਸ ਕੀਤੀ ਜਾਵੇ। ਇਨ੍ਹਾਂ ਨੇਤਾਵਾਂ ਨੇ ਅੰਦੋਲਨਕਾਰੀਆਂ ਨੂੰ ਸੰਬੋਧਨ ਵੀ ਕੀਤਾ। ਅੰਦੋਲਨਕਾਰੀਆਂ ਨੇ ਦਾਅਵਾ ਕੀਤਾ ਕਿ ਪਿੰਡ ਦੀ ਪੰਚਾਇਤ ਨੇ ਇਹ ਜ਼ਮੀਨ 1988 ਵਿਚ ਜੰਗਲਾਤ ਵਿਭਾਗ ਨੂੰ ਦੇ ਦਿੱਤੀ। ਉਸ ਸਮੇਂ ਦਾ ਦਲਿਤਾਂ ਦੇ ਵਿਰੋਧ ਦੀ ਉਸਨੇ ਪ੍ਰਵਾਹ ਨਹੀਂ ਕੀਤੀ। ਪਰ ਉਨ੍ਹਾਂ ਨੇ ਪਿਛਲੇ ਸਾਲ ਇਹ ਕੇਸ ਜੰਗਲਾਤ ਵਿਭਾਗ ਦੇ ਵਿਰੁੱਧ ਜਿੱਤ ਲਿਆ। ਇਸ ਕਰਕੇ ਇਸ ਜ਼ਮੀਨ ਤੇ ਦਲਿਤਾਂ ਦਾ ਕਾਨੂੰਨੀ ਹੱਕ ਹੈ। ਉਨ੍ਹਾਂ ਇਹ ਵੀ ਦੱਸਿਆ ਕਿ ਉਨ੍ਹਾਂ ਨੂੰ ਇਕ ਸਥਾਨਕ ਅਦਾਲਤ ਨੇ ਜੰਗਲਾਤ ਵਿਭਾਗ ਵਿਰੁੱਧ ਸਟੇਅ ਦਿੱਤਾ ਹੋਇਆ ਹੈ ਅਤੇ ਇਸ ਕੇਸ ਦੀ ਸੁਣਵਾਈ 14 ਨਵੰਬਰ ਨੂੰ ਹੈ। 31 ਅਕਤੂਬਰ ਨੂੰ ਹੋਏ ਲਾਠੀਚਾਰਜ ਵਿਚ ਫੱਟੜ ਹੋਣ ਵਾਲਿਆਂ ਦੇ ਨਾਂ ਹਨ: ਬਚਨੀ ਦੇਵੀ, ਰਾਜ ਰਾਣੀ, ਕਸ਼ਮੀਰ ਕੌਰ, ਕਰਮ ਕੌਰ, ਸੰਸਾਰ ਕੌਰ, ਪ੍ਰੀਤਮ ਕੌਰ, ਜਵਾਲਾ ਰਾਮ, ਪ੍ਰੀਤਮ ਸਿੰਘ, ਮੇਹਾ ਸਿੰਘ, ਹੰਸ ਰਾਜ, ਸੁਖਦੇਵ ਸਿੰਘ, ਰਾਜ ਕੁਮਾਰ, ਦਲਜੀਤ ਸਿੰਘ, ਹੰਸ ਰਾਜ, ਸੁਰਜੀਤ ਸਿੰਘ, ਸਤਪਾਲ ਤੇ ਗੁਰਮੀਤ ਸਿੰਘ।: [770, 155, 938, 446]
- police-text-3: ਮਾਲਵੇ ਵਿਚ ਅਜੇ ਵੀ ਕਾਫ਼ੀ ਸਰਗਰਮ ਹਨ ਤੇ ਹਿਰ ਦੁਬਾਰਾ ਲਾਮਬੰਦ ਹੋਣ ਦੀਆਂ ਕੋਸ਼ਿਸ਼ਾਂ ਕੀਤੀਆਂ ਜਾ ਰਹੀਆਂ ਹਨ। ਗਿੱਲ ਨੇ ਇਹ ਵੀ ਕਿਹਾ ਕਿ ਜੁਝਾਰੂਆਂ ਖ਼ਿਲਾਫ਼ ਪਹਿਲੇ ਅਰੰਭ ਅਪਰੇਸ਼ਨ ਵੀ ਜਾਰੀ ਰਹਿਣਗੇ। ਪੁਲੀਸ ਮੁਖੀ ਗਿੱਲ ਨੇ ਕਿਹਾ ਕਿ ਲੁਧਿਆਣਾ ਵਿਚ ਪਿਛਲੇ ਦਿਨੀਂ ਹੋਏ 25 ਤੋਂ ਵੱਧ ਬਿਹਾਰੀ ਮਜ਼ਦੂਰਾਂ ਦੇ ਕਤਲੇਆਮ ਲਈ ਪੰਥਕ ਕਮੇਟੀ (ਡਾ. ਸੋਹਣ ਸਿੰਘ) ਨਾਲ ਸਬੰਧਤ ਭਿੰਡਰਾਂਵਾਲੇ ਟਾਈਗਰਜ਼ ਫੋਰਸ (ਭਾਈ ਫੌਜਾ) ਜ਼ਿੰਮੇਵਾਰ ਹੈ। ਪੁਲੀਸ ਮੁਖੀ ਨੇ ਦਸਿਆ ਕਿ ਇਸ ਜਥੇਬੰਦੀ ਦੇ ਲੀਡਰ ਜਰਨਲ ਭਾਈ ਸਵਰਨ ਸਿੰਘ ਬਿਆਸਪੁਰੀਏ ਵਲੋਂ ਇਹ ਕਾਰਵਾਈ ਪੁਲੀਸ ਵਲੋਂ ਕੀਤੇ ਜਾ ਰਹੇ ਅਪਰੇਸ਼ਨਾਂ ਦਾ ਜੁਆਬ ਦੇਣ ਲਈ ਕੀਤੇ ਜਾ ਰਹੇ। ਪੰਥਕ ਕਮੇਟੀ ਨਾਲ ਸਿਰੋਂ ਹੋਰ ਜਥੇਬੰਦੀ ਨੇ ਇਸ ਕਾਰਵਾਈ ਕਰਨ ਦੀ ਜ਼ਿੰਮੇਵਾਰੀ ਅਜੇ ਤਕ ਵੀ ਲਈ ਹੈ। ਪੰਜਾਬ ਦੇ ਨਿਰਪੱਖ ਸੂਤਰਾਂ ਨੇ ਪੁਲੀਸ ਮੁਖੀ ਗਿੱਲ ਵਲੋਂ ਕੀਤੇ ਜਾ ਰਹੇ ਇਸ ਅਪਰੇਸ਼ਨ ਦੀ ਨਿੰਦਿਆ ਕਰਦਿਆਂ ਕਿਹਾ ਹੈ ਕਿ ਲੁਧਿਆਣਾ 'ਚ ਮਾਰੇ ਗਏ 25 ਬਿਹਾਰੀ ਮਜ਼ਦੂਰਾਂ ਦਾ ਬਦਲਾ ਲੈਣ ਲਈ ਪੁਲੀਸ ਵਲੋਂ ਨਿਰਦੋਸ਼ ਪੇਂਡੂ ਲੋਕਾਂ ਨੂੰ ਨਿਸ਼ਾਨਾ ਬਣਾਇਆ ਜਾਵੇਗਾ ਤੇ ਪੁਲੀਸ ਆਪਣੀ ਕਾਰਵਾਈ ਪੂਰੀ ਕਰਨ ਲਈ ਕਈ ਸਿੱਖਾਂ ਨੌਜੁਆਨਾਂ ਨੂੰ 'ਜੁਝਾਰੂ' ਕਹਿ ਕੇ ਆਪਣੇ ਤਸ਼ੱਦਦ ਦਾ ਸ਼ਿਕਾਰ ਬਣਾਏਗੀ।: [408, 185, 576, 489]
- ministers-text-3: ਪ੍ਰਦੇਸ਼ ਕਾਂਗਰਸ ਵਲੋਂ ਬਰਾੜ ਨੂੰ ਭੇਜੇ ਗਏ ਨੋਟਿਸ ਦੀ ਇਕ ਕਾਪੀ ਆਲ ਇੰਡੀਆ ਕਾਂਗਰਸ ਦੇ ਜਰਨਲ ਸਕੱਤਰ ਅਹਿਮਦ ਪਟੇਲ ਨੂੰ ਵੀ ਭੇਜੀ ਗਈ ਹੈ। ਇਹ ਵੀ ਪਤਾ ਲੱਗਾ ਹੈ ਕਿ ਬਰਾੜ ਮੰਤਰੀ ਮੰਡਲ ਦੀ ਮੀਟਿੰਗ ਵਿਚ ਵੀ ਹਿੱਸਾ ਨਹੀਂ ਲੈਣਗੇ। ਦੂਸਰੇ ਪਾਸੇ ਮੁੱਖ ਮੰਤਰੀ ਦਾ ਕੈਂਪ ਵੀ ਇਹ ਮਹਿਸੂਸ ਕਰਦਾ ਹੈ ਕਿ ਉਨ੍ਹਾਂ ਲਈ ਇਹ ਮਸਲਾ ਸੱਪ ਦੇ ਮੂੰਹ ਵਿਚ ਕੋੜ੍ਹ ਕਿਰਲੀ ਵਾਂਗ ਬਣ ਗਿਆ ਹੈ ਕਿਉਂਕਿ ਅਗਰ ਉਹ ਖੇਤੀ ਖੇਤਰ ਲਈ ਬਿਜਲੀ ਦੀਆਂ ਦਰਾਂ ਵਿਚਲਾ ਪ੍ਰਸਤਾਵਤ ਵਾਧਾ ਕੁਝ ਸਮੇਂ ਲਈ ਅੱਗੇ ਪਾਉਂਦੇ ਹਨ ਤਾਂ ਇਹ ਪ੍ਰਭਾਵ ਜਾਵੇਗਾ ਕਿ ਉਨ੍ਹਾਂ ਬਰਾੜ ਦੇ ਸਾਹਮਣੇ ਗੋਡੇ ਟੇਕ ਦਿੱਤੇ ਹਨ, ਜਦੋਂ ਕਿ ਦੂਜੇ ਪਾਸੇ ਜਿਸ ਮਸਲੇ 'ਤੇ ਬਰਾੜ ਵਿਰੁੱਧ ਕੋਈ ਕਾਰਵਾਈ ਬਰਾੜ ਨੂੰ ਹੀਰੋ ਬਣਾਉਣ ਵਾਲੀ ਗੱਲ ਹੋਵੇਗੀ। ਕਾਂਗਰਸ ਹਲਕਿਆਂ ਦਾ ਕਹਿਣਾ ਹੈ ਕਿ ਇਸ ਮਸਲੇ 'ਤੇ ਜਿਸ ਢੰਗ ਨਾਲ ਬੇਅੰਤ ਸਿੰਘ ਦੀ ਸਰਕਾਰ ਇਕ ਵੱਡੇ ਵਿਵਾਦ ਦਾ ਸ਼ਿਕਾਰ ਹੋ ਗਈ ਹੈ, ਉਸ ਨੂੰ ਮੁੱਖ ਰੱਖ ਕੇ ਕਾਂਗਰਸ ਹਾਈ ਕਮਾਂਡ ਲਈ ਇਸ ਮਸਲੇ ਨੂੰ ਹੱਲ ਕਰਨਾ ਵੀ ਜ਼ਰੂਰੀ ਹੋ ਗਿਆ ਹੈ। ਲੇਕਿਨ ਮੁੱਖ ਮੰਤਰੀ ਦਾ ਕੈਂਪ ਵੀ ਇਹ ਮਹਿਸੂਸ ਕਰ ਰਿਹਾ ਹੈ ਕਿ ਉਹ ਸਰਕਾਰ ਅਤੇ ਪਾਰਟੀ ਵਿਚਲੇ ਬਾਕੀ ਨਾ-ਖ਼ੁਸ਼ ਕਾਂਗਰਸੀਆਂ ਲਈ ਵੀ ਬਗ਼ਾਵਤ ਦਾ ਰਾਹ ਖੁੱਲ੍ਹ ਜਾਵੇਗਾ।: [764, 739, 944, 1016]
- boycott-text-2: ਜ਼ਿੰਦਗੀ ਬਤੀਤ ਕਰਨ ਲਈ ਮਜਬੂਰ ਕਰਨ ਦੀ ਸਰਕਾਰੀ ਨੀਤੀ ਦੀ ਸਖ਼ਤ ਨਿੰਦਾ ਕੀਤੀ ਗਈ। ਸਰਕਾਰ ਨੂੰ ਚਿਤਾਵਨੀ ਦਿੱਤੀ ਗਈ ਇਸ ਤਰ੍ਹਾਂ ਦੀ ਜ਼ੇਰ ਸਿਆਸੀ ਅਤੇ ਧਾਰਮਿਕ ਆਗੂਆਂ ਨੂੰ ਰੂਪੋਸ਼ ਜ਼ਿੰਦਗੀ ਬਤੀਤ ਕਰਨ ਲਈ ਮਜਬੂਰ ਕੀਤਾ ਜਾਂਦਾ ਰਿਹਾ ਹੈ ਤਾਂ ਪੰਜਾਬ ਵਿਚ ਅਮਨ ਕਾਇਮ ਨਹੀਂ ਹੋ ਸਕੇਗਾ। 2. ਦੂਸਰੇ ਮਤੇ ਰਾਹੀਂ ਪੰਜਾਬ ਦੀ ਜਨਤਾ ਉਪਰ ਲਾਏ ਗਏ ਹੋਰ ਵਿੱਤੀ ਬੋਝ ਦੀ ਨਿਖੇਧੀ ਕਰਦੇ ਹੋਏ ਇਸ ਬੋਝ ਨੂੰ ਪੰਜਾਬ ਵਿਚ ਲਗਾਤਾਰ ਵਧ ਰਹੇ ਸੁਰੱਖਿਆ ਦਸਤਿਆਂ ਦੇ ਖ਼ਰਚਿਆਂ ਲਈ ਪੈਸੇ ਇਕੱਠੇ ਕਰਨ ਦਾ ਢੰਗ ਕਰਾਰ ਦਿੱਤਾ ਗਿਆ। ਪੰਥ ਨੂੰ ਅਪੀਲ ਕੀਤੀ ਗਈ ਕਿ ਇਹਨਾਂ ਫੋਰਸਾਂ ਨੂੰ ਪੰਜਾਬ ਦੀ ਧਰਤੀ ਤੋਂ ਹਮੇਸ਼ਾ ਲਈ ਪਰੇ ਧਕਣ ਵਾਸਤੇ ਇਕ ਪਲੇਟਫਾਰਮ ਉਪਰ ਇਕੱਠੇ ਹੋ ਕੇ ਸੰਘਰਸ਼ ਵਿੱਢੇ। 3. ਤੀਸਰੇ ਮਤੇ ਰਾਹੀਂ ਪੰਜਾਬ ਤੋਂ ਬਾਹਰ ਕੰਮ ਕਰਦੇ ਟਰਾਂਸਪੋਰਟ ਅਤੇ ਬਾਬਿਆਂ ਵਾਲਿਆਂ ਉਪਰ ਢਾਹੇ ਜਾ ਰਹੇ ਸਰਕਾਰੀ ਜਬਰ ਦੀ ਸਖ਼ਤ ਨਿਖੇਧੀ ਕੀਤੀ ਗਈ।: [234, 875, 400, 1113]
- bihari-headline-line2: ਗੋਲੀਆਂ ਨਾਲ ਹਲਾਕ: [145, 411, 310, 435]
- bihari-text-2: ਕਲਾਂ ਪਿੰਡ ਦੇ ਹਨ। ਇਕ ਖ਼ਬਰ ਅਨੁਸਾਰ ਸਿਲੋ ਕਲਾਂ ਦੀ ਵਾਰਦਾਤ ਬਾਰੇ ਪੁਲੀਸ ਨੂੰ ਰਾਤ ਹੀ ਖ਼ਬਰ ਦੇ ਦਿੱਤੀ ਗਈ ਸੀ ਪਰ ਦੂਸਰੀ ਪਿੰਡ ਦੀ ਵਾਰਦਾਤ ਬਾਰੇ ਪੁਲੀਸ ਨੂੰ ਅਗਲੇ ਦਿਨ ਤੜਕੇ ਖ਼ਬਰ ਮਿਲੀ ਦਸਿਆ ਗਿਆ ਹੈ। ਵਰਨਣਯੋਗ ਹੈ ਕਿ ਬਿਹਾਰੀ ਮਜ਼ਦੂਰ ਝੋਨੇ ਦੀ ਫਸਲ ਦਾ ਕਟਾਈ ਲਈ ਪੰਜਾਬ 'ਚ ਰੋਜ਼ੀ ਰੋਟੀ ਕਮਾਉਣ ਲਈ ਆਉਂਦੇ ਹਨ। ਇਹ ਵਾਰਦਾਤ ਤੋਂ ਡਰਦਿਆਂ ਸਮਰਾਲੇ ਕਿਤੇ ਦੇ ਬਹੁਤੇ ਮਜ਼ਦੂਰ ਵਾਪਸ ਬਿਹਾਰ ਜਾ ਰਹੇ ਹਨ। ਲੁਧਿਆਣਾ ਰੇਂਜ ਦੇ ਡੀ. ਆਈ. ਜੀ ਨੇ ਦਸਿਆ ਕਿ ਇਹਨਾਂ ਵਾਰਦਾਤਾਂ ਪਿਛੇ ਕਿਸੇ ਖਾੜਕੂ ਜਥੇਬੰਦੀ ਦਾ ਹੱਥ ਹੈ ਜਿਹਨਾਂ ਦੀ ਪਹਿਚਾਣ ਕਰ ਲਈ ਗਈ ਹੈ ਪਰ ਉਹਨਾਂ ਨੇ ਉਸਦਾ ਨਾਮ ਦਸਣ ਤੋਂ ਇਨਕਾਰ ਕਰ ਦਿੱਤਾ। ਦੂਸਰੇ ਪਾਸੇ ਪੰਜਾਬ ਪੁਲੀਸ ਦੇ ਮੁਖੀ ਕੇ. ਪੀ. ਐਸ. ਗਿੱਲ ਨੇ ਇਸ ਵਾਰਦਾਤ ਪਿਛੇ ਭਿੰਡਰਾਂਵਾਲੇ ਟਾਈਗਰਜ਼ ਫੋਰਸ (ਸਰਹਿੰਦ ਭਾਈ ਫੌਜਾ) ਦਾ ਹੱਥ ਹੋਣ ਬਾਰੇ ਦਸਿਆ ਹੈ। ਵਰਨਣਯੋਗ ਹੈ ਕਿ ਕਿਸੇ ਵੀ ਖਾੜਕੂ ਜਥੇਬੰਦੀ ਵਲੋਂ ਇਹਨਾਂ ਵਾਰਦਾਤਾਂ ਦੀ ਅਜੇ ਤਕ ਜ਼ਿੰਮੇਵਾਰੀ ਨਹੀਂ ਲਈ ਗਈ ਹੈ।: [234, 441, 400, 692]
- bihari-col-1: [62, 440, 227, 806]
- section-rule-boycott: [60, 812, 402, 813]
- police-col-1: [62, 184, 227, 368]
- bihari-col-2: [234, 440, 400, 806]
